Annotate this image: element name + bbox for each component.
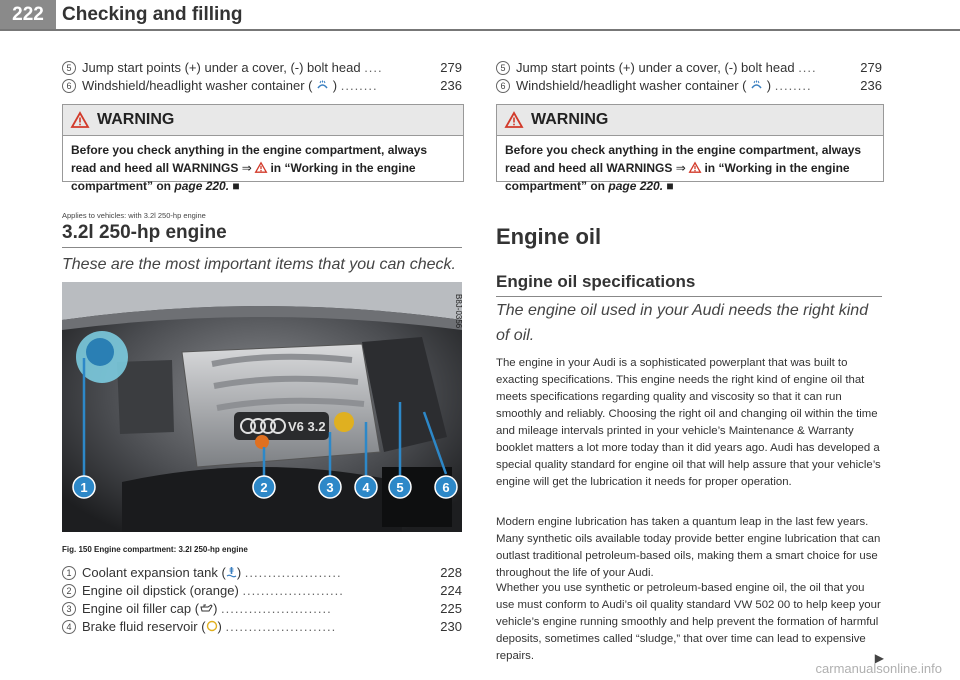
item-number: 5 bbox=[62, 61, 76, 75]
header-rule bbox=[0, 29, 960, 31]
warning-title: WARNING bbox=[97, 111, 175, 128]
item-text: Windshield/headlight washer container ( bbox=[82, 78, 313, 93]
item-text-end: ) bbox=[213, 601, 218, 616]
warning-title: WARNING bbox=[531, 111, 609, 128]
subsection-title: Engine oil specifications bbox=[496, 272, 696, 291]
list-item bbox=[62, 78, 462, 93]
paragraph: Modern engine lubrication has taken a quantum leap in the last few years. Many synthetic oils available today provide better engine lubrication that can outlast traditional petroleum-based oils, making them a smart choice for use throughout the life of your Audi. bbox=[496, 516, 881, 579]
engine-badge-text: V6 3.2 bbox=[288, 419, 326, 434]
applies-note: Applies to vehicles: with 3.2l 250-hp engine bbox=[62, 211, 206, 220]
callout-3: 3 bbox=[326, 480, 334, 495]
list-item bbox=[62, 601, 462, 616]
section-rule bbox=[62, 247, 462, 248]
leader-dots: ........................ bbox=[225, 619, 337, 634]
warning-text-part: in “Working in the engine compartment” on bbox=[71, 161, 416, 193]
list-item bbox=[62, 60, 462, 75]
washer-icon bbox=[747, 78, 767, 93]
item-number: 4 bbox=[62, 620, 76, 634]
callout-2: 2 bbox=[260, 480, 268, 495]
watermark: carmanualsonline.info bbox=[815, 661, 942, 676]
warning-header bbox=[63, 105, 463, 136]
list-item bbox=[496, 60, 882, 75]
warning-text bbox=[497, 136, 883, 201]
page-reference-link[interactable]: page 220. bbox=[174, 179, 230, 193]
washer-icon bbox=[313, 78, 333, 93]
figure-caption: Fig. 150 Engine compartment: 3.2l 250-hp engine bbox=[62, 545, 248, 554]
item-number: 6 bbox=[62, 79, 76, 93]
section-header: Checking and filling bbox=[62, 4, 243, 25]
page-reference-link[interactable]: page 220. bbox=[608, 179, 664, 193]
section-rule bbox=[496, 296, 882, 297]
callout-4: 4 bbox=[362, 480, 370, 495]
item-text-end: ) bbox=[332, 78, 338, 93]
callout-5: 5 bbox=[396, 480, 404, 495]
item-text: Jump start points (+) under a cover, (-) bolt head bbox=[516, 60, 795, 75]
item-number: 6 bbox=[496, 79, 510, 93]
warning-text bbox=[63, 136, 463, 201]
leader-dots: ........ bbox=[774, 78, 812, 93]
item-number: 3 bbox=[62, 602, 76, 616]
end-square-icon: ■ bbox=[232, 179, 240, 193]
warning-box bbox=[496, 104, 884, 193]
item-text-end: ) bbox=[217, 619, 222, 634]
warning-header bbox=[497, 105, 883, 136]
warning-text-part: Before you check anything in the engine compartment, always read and heed all WARNINGS bbox=[71, 143, 428, 175]
continue-arrow-icon: ▶ bbox=[874, 651, 884, 665]
warning-small-icon bbox=[689, 161, 701, 175]
page-section-title: Engine oil bbox=[496, 224, 602, 249]
leader-dots: ...................... bbox=[242, 583, 344, 598]
coolant-icon bbox=[226, 565, 237, 580]
figure-code: B8J-0356 bbox=[454, 294, 463, 329]
warning-triangle-icon bbox=[71, 112, 89, 128]
paragraph: The engine in your Audi is a sophisticated powerplant that was built to exacting specifications. This engine needs the right kind of engine oil that meets specifications regarding quality and viscosity so that it can run smoothly and reliably. Choosing the right oil and changing oil within the time and mileage intervals printed in your vehicle’s Maintenance & Warranty booklet matters a lot more today than it did years ago. Audi has developed a special quality standard for engine oil that will help assure that your vehicle’s engine will get the lubrication it needs for proper operation. bbox=[496, 357, 881, 488]
warning-box bbox=[62, 104, 464, 193]
item-text: Engine oil filler cap ( bbox=[82, 601, 200, 616]
page-reference: 279 bbox=[440, 60, 462, 75]
warning-small-icon bbox=[255, 161, 267, 175]
page-number: 222 bbox=[0, 0, 56, 30]
section-intro: These are the most important items that you can check. bbox=[62, 256, 456, 273]
list-item bbox=[496, 78, 882, 93]
item-text: Coolant expansion tank ( bbox=[82, 565, 226, 580]
item-text: Windshield/headlight washer container ( bbox=[516, 78, 747, 93]
engine-compartment-image bbox=[62, 282, 462, 532]
arrow-ref-icon: ⇒ bbox=[675, 161, 686, 175]
item-number: 5 bbox=[496, 61, 510, 75]
leader-dots: ........................ bbox=[221, 601, 332, 616]
page-reference: 228 bbox=[440, 565, 462, 580]
page-reference: 225 bbox=[440, 601, 462, 616]
list-item bbox=[62, 619, 462, 634]
page-reference: 224 bbox=[440, 583, 462, 598]
item-number: 1 bbox=[62, 566, 76, 580]
brake-fluid-icon bbox=[206, 619, 218, 634]
subsection-intro: The engine oil used in your Audi needs the right kind of oil. bbox=[496, 302, 869, 344]
leader-dots: .... bbox=[798, 60, 817, 75]
item-text: Engine oil dipstick (orange) bbox=[82, 583, 239, 598]
callout-1: 1 bbox=[80, 480, 88, 495]
item-text: Jump start points (+) under a cover, (-) bolt head bbox=[82, 60, 361, 75]
item-text-end: ) bbox=[236, 565, 242, 580]
item-number: 2 bbox=[62, 584, 76, 598]
leader-dots: ........ bbox=[340, 78, 378, 93]
page-reference: 230 bbox=[440, 619, 462, 634]
callout-6: 6 bbox=[442, 480, 450, 495]
oil-can-icon bbox=[199, 601, 213, 616]
paragraph: Whether you use synthetic or petroleum-based engine oil, the oil that you use must conform to Audi’s oil quality standard VW 502 00 to help keep your vehicle’s engine running smoothly and help prevent the formation of harmful deposits, sometimes called “sludge,” that over time can lead to expensive repairs. bbox=[496, 582, 881, 662]
item-text: Brake fluid reservoir ( bbox=[82, 619, 206, 634]
warning-text-part: in “Working in the engine compartment” on bbox=[505, 161, 850, 193]
end-square-icon: ■ bbox=[666, 179, 674, 193]
leader-dots: .... bbox=[364, 60, 383, 75]
list-item bbox=[62, 565, 462, 580]
leader-dots: ..................... bbox=[244, 565, 342, 580]
page-reference: 236 bbox=[860, 78, 882, 93]
warning-triangle-icon bbox=[505, 112, 523, 128]
page-reference: 236 bbox=[440, 78, 462, 93]
section-title: 3.2l 250-hp engine bbox=[62, 222, 227, 243]
item-text-end: ) bbox=[766, 78, 772, 93]
list-item bbox=[62, 583, 462, 598]
arrow-ref-icon: ⇒ bbox=[241, 161, 252, 175]
warning-text-part: Before you check anything in the engine compartment, always read and heed all WARNINGS bbox=[505, 143, 862, 175]
page-reference: 279 bbox=[860, 60, 882, 75]
